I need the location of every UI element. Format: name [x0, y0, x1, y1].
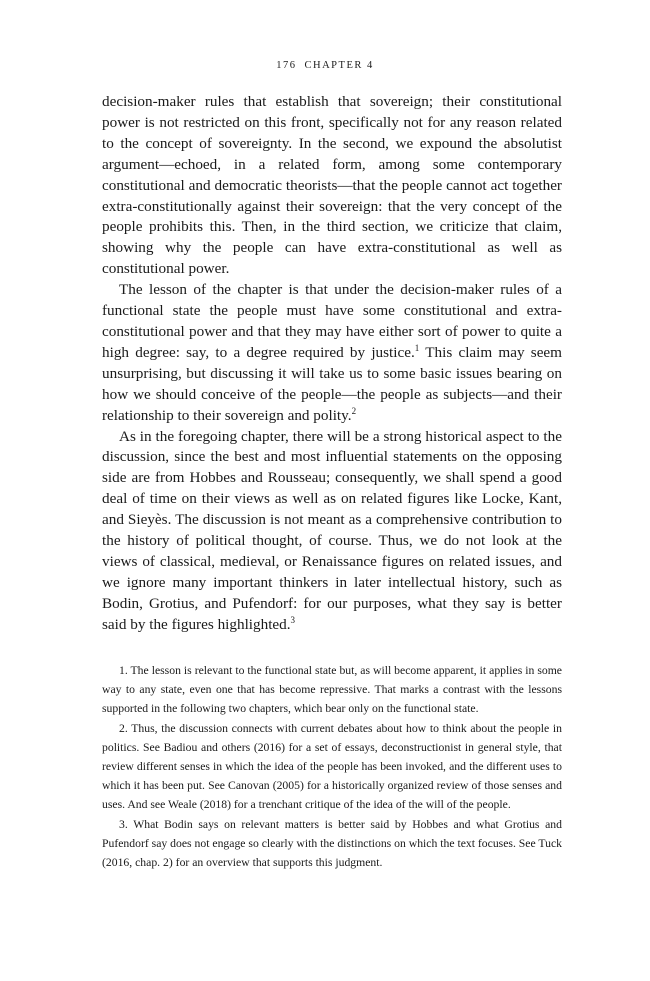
paragraph: decision-maker rules that establish that sovereign; their constitutional power is not restricted on this front, specifically not for any reason related to the concept of sovereignty. In the second, we expound the absolutist argument—echoed, in a related form, among some contemporary constitutional and democratic theorists—that the people cannot act together extra-constitutionally against their sovereign: that the very concept of the people prohibits this. Then, in the third section, we criticize that claim, showing why the people can have extra-constitutional as well as constitutional power. [102, 93, 562, 278]
page-number: 176 [276, 60, 297, 71]
footnote: 1. The lesson is relevant to the functional state but, as will become apparent, it applies in some way to any state, even one that has become repressive. That marks a contrast with the lessons supported in the following two chapters, which bear only on the functional state. [102, 664, 562, 716]
footnote: 2. Thus, the discussion connects with current debates about how to think about the people in politics. See Badiou and others (2016) for a set of essays, deconstructionist in general style, that review different senses in which the idea of the people has been invoked, and the different uses to which it has been put. See Canovan (2005) for a historically organized review of those senses and uses. And see Weale (2018) for a trenchant critique of the idea of the will of the people. [102, 721, 562, 812]
footnotes [102, 661, 562, 872]
footnote: 3. What Bodin says on relevant matters is better said by Hobbes and what Grotius and Pufendorf say does not engage so clearly with the distinctions on which the text focuses. See Tuck (2016, chap. 2) for an overview that supports this judgment. [102, 817, 562, 870]
paragraph [102, 280, 562, 426]
paragraph-text: This claim may seem unsurprising, but discussing it will take us to some basic issues bearing on how we should conceive of the people—the people as subjects—and their relationship to their sovereign and polity. [102, 343, 562, 424]
paragraph-text: As in the foregoing chapter, there will be a strong historical aspect to the discussion, since the best and most influential statements on the opposing side are from Hobbes and Rousseau; consequently, we shall spend a good deal of time on their views as well as on related figures like Locke, Kant, and Sieyès. The discussion is not meant as a comprehensive contribution to the history of political thought, of course. Thus, we do not look at the views of classical, medieval, or Renaissance figures on related issues, and we ignore many important thinkers in later intellectual history, such as Bodin, Grotius, and Pufendorf: for our purposes, what they say is better said by the figures highlighted. [102, 427, 562, 633]
paragraph-text: The lesson of the chapter is that under the decision-maker rules of a functional state the people must have some constitutional and extra-constitutional power and that they may have either sort of power to quite a high degree: say, to a degree required by justice. [102, 281, 562, 361]
paragraph [102, 427, 562, 636]
main-text [102, 92, 562, 636]
footnote-ref[interactable]: 1 [414, 342, 420, 353]
footnote-ref[interactable]: 3 [290, 614, 296, 625]
running-header [0, 60, 650, 71]
footnote-ref[interactable]: 2 [351, 405, 357, 416]
chapter-label: CHAPTER 4 [304, 60, 374, 71]
